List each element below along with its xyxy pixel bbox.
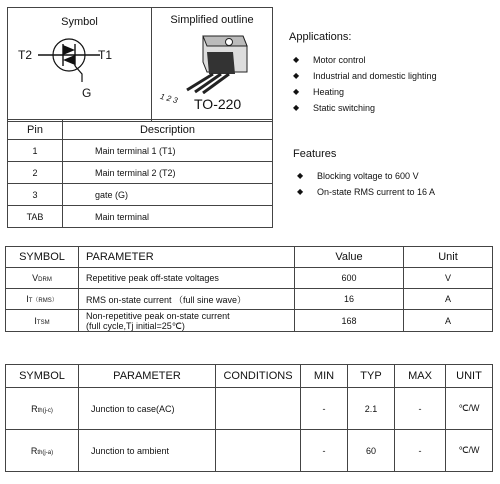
value-cell: 600 xyxy=(295,268,404,289)
symbol-main: I xyxy=(34,315,37,326)
outline-title: Simplified outline xyxy=(170,14,254,26)
param-cell: RMS on-state current （full sine wave） xyxy=(79,289,295,310)
header-description: Description xyxy=(63,120,273,140)
header-typ: TYP xyxy=(348,365,395,388)
param-line-1: Non-repetitive peak on-state current xyxy=(86,310,230,321)
ratings-table xyxy=(5,246,493,332)
t1-label: T1 xyxy=(98,48,113,62)
pin-table-header xyxy=(8,120,273,140)
param-cell xyxy=(79,310,295,332)
features-list xyxy=(293,168,498,200)
table-row xyxy=(6,430,493,472)
header-symbol: SYMBOL xyxy=(6,247,79,268)
pin-cell: TAB xyxy=(8,206,63,228)
table-row xyxy=(8,206,273,228)
header-value: Value xyxy=(295,247,404,268)
param-cell: Repetitive peak off-state voltages xyxy=(79,268,295,289)
applications-section xyxy=(289,31,494,116)
table-row xyxy=(8,162,273,184)
triac-symbol-icon xyxy=(38,38,100,86)
pin-cell: 2 xyxy=(8,162,63,184)
header-symbol: SYMBOL xyxy=(6,365,79,388)
to220-package-icon xyxy=(173,32,253,94)
unit-cell: V xyxy=(404,268,493,289)
symbol-sub: th(j-a) xyxy=(37,449,54,456)
desc-cell: Main terminal 2 (T2) xyxy=(63,162,273,184)
param-line-2: (full cycle,Tj initial=25℃) xyxy=(86,320,185,331)
list-item: ◆ Heating xyxy=(289,84,494,100)
header-min: MIN xyxy=(301,365,348,388)
header-pin: Pin xyxy=(8,120,63,140)
symbol-sub: T（RMS） xyxy=(28,298,58,304)
symbol-main: R xyxy=(30,445,38,456)
list-item: ◆ Blocking voltage to 600 V xyxy=(293,168,498,184)
package-name: TO-220 xyxy=(194,96,242,112)
pin-cell: 3 xyxy=(8,184,63,206)
table-row xyxy=(6,388,493,430)
list-item: ◆ Motor control xyxy=(289,52,494,68)
header-max: MAX xyxy=(395,365,446,388)
table-row xyxy=(8,184,273,206)
top-box xyxy=(7,7,273,122)
desc-cell: Main terminal xyxy=(63,206,273,228)
desc-cell: Main terminal 1 (T1) xyxy=(63,140,273,162)
conditions-cell xyxy=(216,430,301,472)
table-row xyxy=(6,289,493,310)
list-item: ◆ On-state RMS current to 16 A xyxy=(293,184,498,200)
min-cell: - xyxy=(301,430,348,472)
applications-title: Applications: xyxy=(289,31,352,43)
symbol-cell xyxy=(6,268,79,289)
header-unit: Unit xyxy=(404,247,493,268)
t2-label: T2 xyxy=(18,48,33,62)
max-cell: - xyxy=(395,388,446,430)
header-parameter: PARAMETER xyxy=(79,365,216,388)
list-item: ◆ Static switching xyxy=(289,100,494,116)
symbol-cell xyxy=(6,430,79,472)
param-cell: Junction to ambient xyxy=(79,430,216,472)
symbol-main: V xyxy=(32,273,39,283)
header-unit: UNIT xyxy=(446,365,493,388)
unit-cell: A xyxy=(404,310,493,332)
value-cell: 168 xyxy=(295,310,404,332)
g-label: G xyxy=(82,86,92,100)
header-conditions: CONDITIONS xyxy=(216,365,301,388)
symbol-sub: th(j-c) xyxy=(37,407,53,414)
table-row xyxy=(6,310,493,332)
pin-numbers: 1 2 3 xyxy=(159,91,179,106)
min-cell: - xyxy=(301,388,348,430)
symbol-cell xyxy=(6,310,79,332)
pin-table xyxy=(7,119,273,228)
typ-cell: 2.1 xyxy=(348,388,395,430)
symbol-main: R xyxy=(31,403,38,414)
thermal-table-header xyxy=(6,365,493,388)
ratings-table-header xyxy=(6,247,493,268)
symbol-sub: TSM xyxy=(36,319,50,326)
symbol-main: I xyxy=(26,294,29,304)
table-row xyxy=(8,140,273,162)
symbol-cell xyxy=(6,289,79,310)
symbol-cell xyxy=(6,388,79,430)
symbol-title: Symbol xyxy=(61,16,98,28)
unit-cell: A xyxy=(404,289,493,310)
unit-cell: ℃/W xyxy=(446,430,493,472)
unit-cell: ℃/W xyxy=(446,388,493,430)
thermal-table xyxy=(5,364,493,472)
header-parameter: PARAMETER xyxy=(79,247,295,268)
conditions-cell xyxy=(216,388,301,430)
applications-list xyxy=(289,52,494,116)
symbol-sub: DRM xyxy=(38,277,52,283)
list-item: ◆ Industrial and domestic lighting xyxy=(289,68,494,84)
features-section xyxy=(293,148,498,200)
typ-cell: 60 xyxy=(348,430,395,472)
param-cell: Junction to case(AC) xyxy=(79,388,216,430)
pin-cell: 1 xyxy=(8,140,63,162)
value-cell: 16 xyxy=(295,289,404,310)
table-row xyxy=(6,268,493,289)
features-title: Features xyxy=(293,148,337,160)
desc-cell: gate (G) xyxy=(63,184,273,206)
max-cell: - xyxy=(395,430,446,472)
